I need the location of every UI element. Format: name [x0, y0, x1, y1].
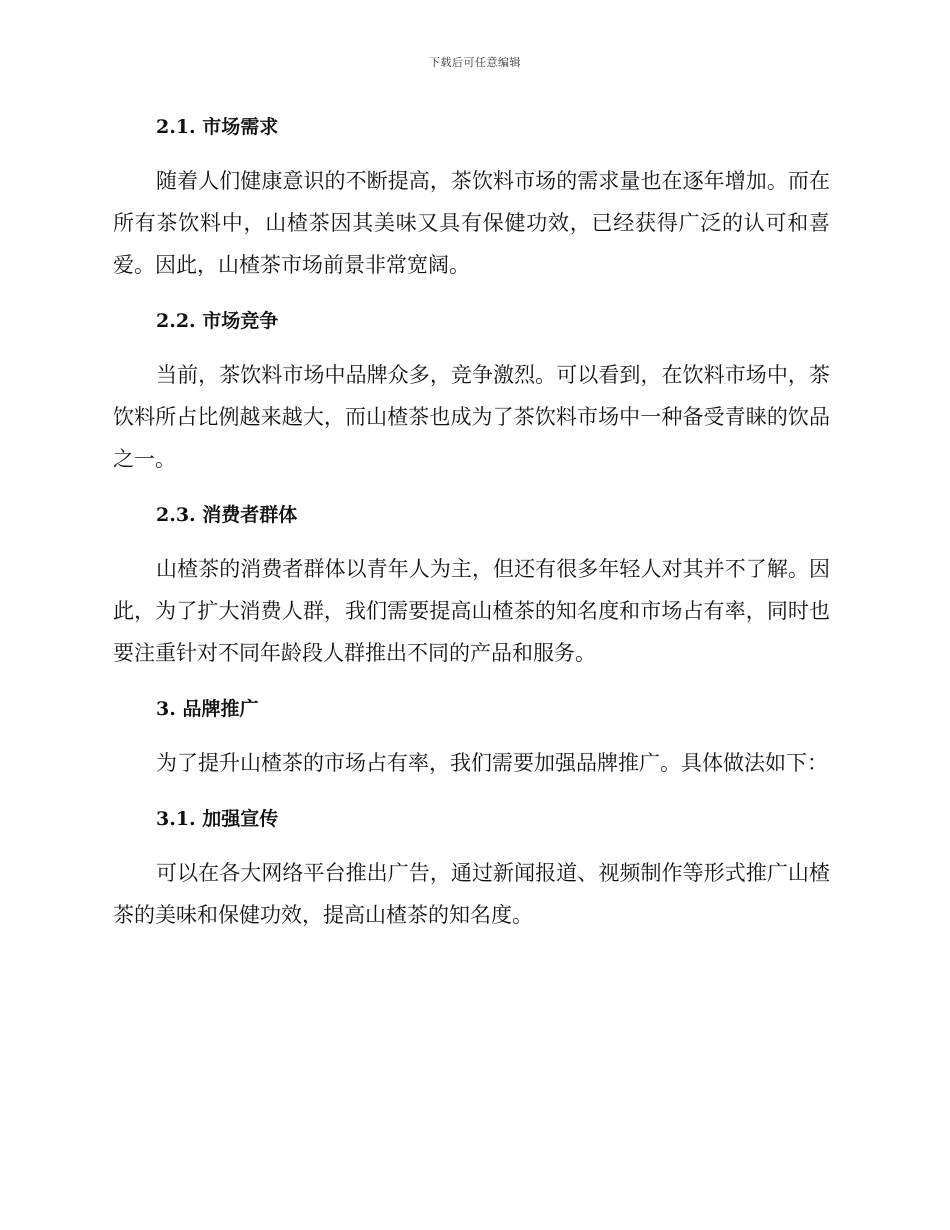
section-heading-market-demand: 2.1. 市场需求 — [156, 116, 279, 138]
section-paragraph-market-competition: 当前，茶饮料市场中品牌众多，竞争激烈。可以看到，在饮料市场中，茶饮料所占比例越来越大，而山楂茶也成为了茶饮料市场中一种备受青睐的饮品之一。 — [113, 363, 830, 471]
section-heading-strengthen-publicity: 3.1. 加强宣传 — [156, 808, 279, 830]
section-paragraph-consumer-group: 山楂茶的消费者群体以青年人为主，但还有很多年轻人对其并不了解。因此，为了扩大消费人群，我们需要提高山楂茶的知名度和市场占有率，同时也要注重针对不同年龄段人群推出不同的产品和服务。 — [113, 557, 830, 665]
section-paragraph-strengthen-publicity: 可以在各大网络平台推出广告，通过新闻报道、视频制作等形式推广山楂茶的美味和保健功效，提高山楂茶的知名度。 — [113, 861, 830, 927]
page-header: 下载后可任意编辑 — [429, 56, 521, 69]
section-heading-consumer-group: 2.3. 消费者群体 — [156, 504, 298, 526]
section-heading-market-competition: 2.2. 市场竞争 — [156, 310, 279, 332]
section-paragraph-market-demand: 随着人们健康意识的不断提高，茶饮料市场的需求量也在逐年增加。而在所有茶饮料中，山楂茶因其美味又具有保健功效，已经获得广泛的认可和喜爱。因此，山楂茶市场前景非常宽阔。 — [113, 169, 830, 277]
document-body — [113, 108, 830, 952]
section-paragraph-brand-promotion: 为了提升山楂茶的市场占有率，我们需要加强品牌推广。具体做法如下： — [156, 751, 828, 775]
section-heading-brand-promotion: 3. 品牌推广 — [156, 698, 259, 720]
